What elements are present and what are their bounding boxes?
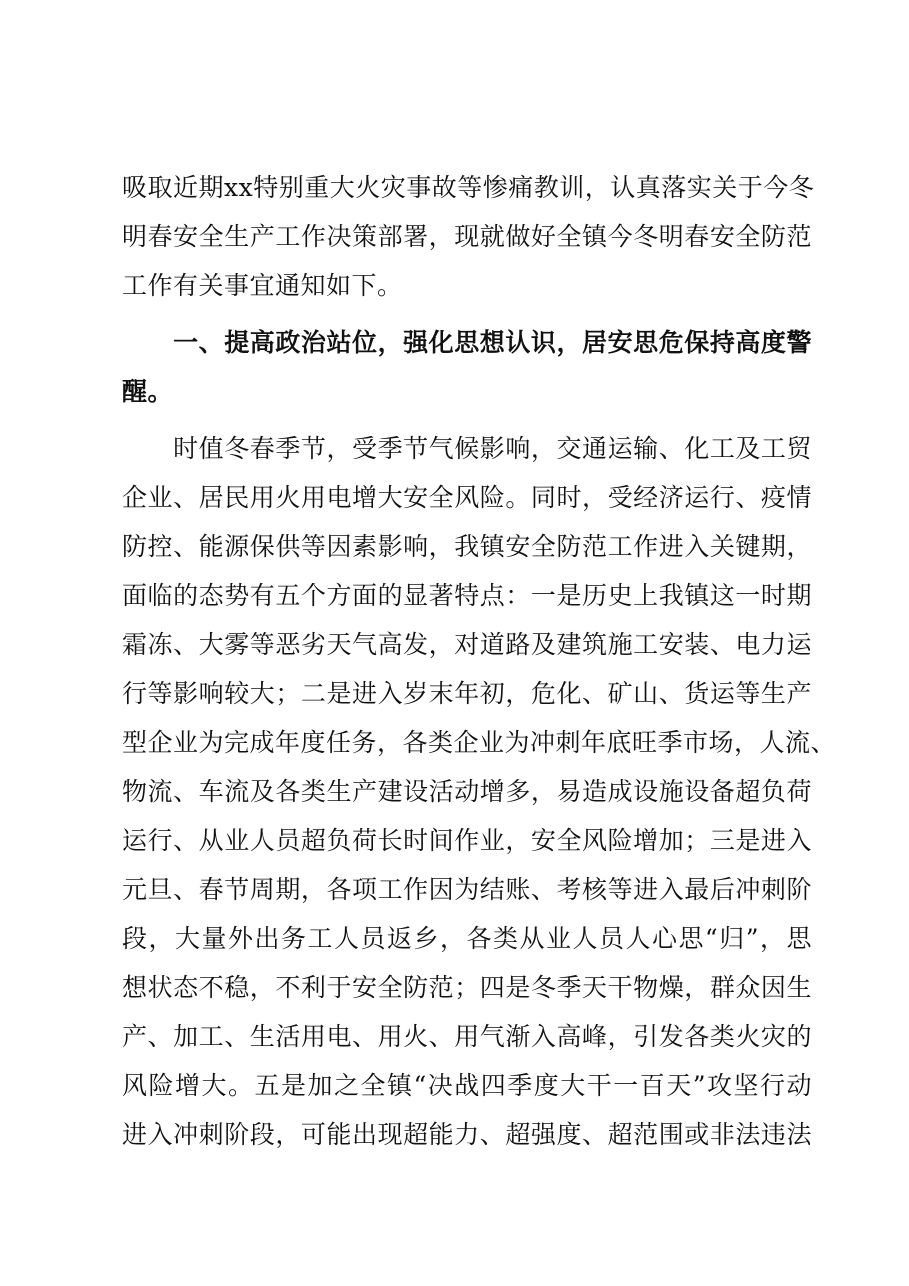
text-line: 运行、从业人员超负荷长时间作业，安全风险增加；三是进入 xyxy=(122,826,812,855)
heading-line: 醒。 xyxy=(122,377,174,406)
text-line: 产、加工、生活用电、用火、用气渐入高峰，引发各类火灾的 xyxy=(122,1022,812,1051)
text-line: 时值冬春季节，受季节气候影响，交通运输、化工及工贸 xyxy=(122,434,812,463)
text-line: 霜冻、大雾等恶劣天气高发，对道路及建筑施工安装、电力运 xyxy=(122,630,812,659)
text-line: 行等影响较大；二是进入岁末年初，危化、矿山、货运等生产 xyxy=(122,679,812,708)
text-line: 物流、车流及各类生产建设活动增多，易造成设施设备超负荷 xyxy=(122,777,812,806)
section-body-paragraph xyxy=(122,424,837,1159)
text-line: 风险增大。五是加之全镇“决战四季度大干一百天”攻坚行动 xyxy=(122,1071,812,1100)
text-line: 想状态不稳，不利于安全防范；四是冬季天干物燥，群众因生 xyxy=(122,973,812,1002)
intro-paragraph xyxy=(122,163,815,310)
text-line: 工作有关事宜通知如下。 xyxy=(122,271,403,300)
paragraph-gap xyxy=(122,310,812,318)
text-line: 企业、居民用火用电增大安全风险。同时，受经济运行、疫情 xyxy=(122,483,812,512)
text-line: 防控、能源保供等因素影响，我镇安全防范工作进入关键期， xyxy=(122,532,812,561)
text-line: 进入冲刺阶段，可能出现超能力、超强度、超范围或非法违法 xyxy=(122,1120,812,1149)
text-line: 面临的态势有五个方面的显著特点：一是历史上我镇这一时期 xyxy=(122,581,812,610)
text-line: 明春安全生产工作决策部署，现就做好全镇今冬明春安全防范 xyxy=(122,222,812,251)
text-line: 型企业为完成年度任务，各类企业为冲刺年底旺季市场，人流、 xyxy=(122,728,837,757)
heading-line: 一、提高政治站位，强化思想认识，居安思危保持高度警 xyxy=(122,328,812,357)
text-line: 吸取近期xx特别重大火灾事故等惨痛教训，认真落实关于今冬 xyxy=(122,173,815,202)
text-line: 段，大量外出务工人员返乡，各类从业人员人心思“归”，思 xyxy=(122,924,812,953)
document-body xyxy=(122,163,837,1159)
text-line: 元旦、春节周期，各项工作因为结账、考核等进入最后冲刺阶 xyxy=(122,875,812,904)
paragraph-gap xyxy=(122,416,812,424)
section-heading xyxy=(122,318,812,416)
